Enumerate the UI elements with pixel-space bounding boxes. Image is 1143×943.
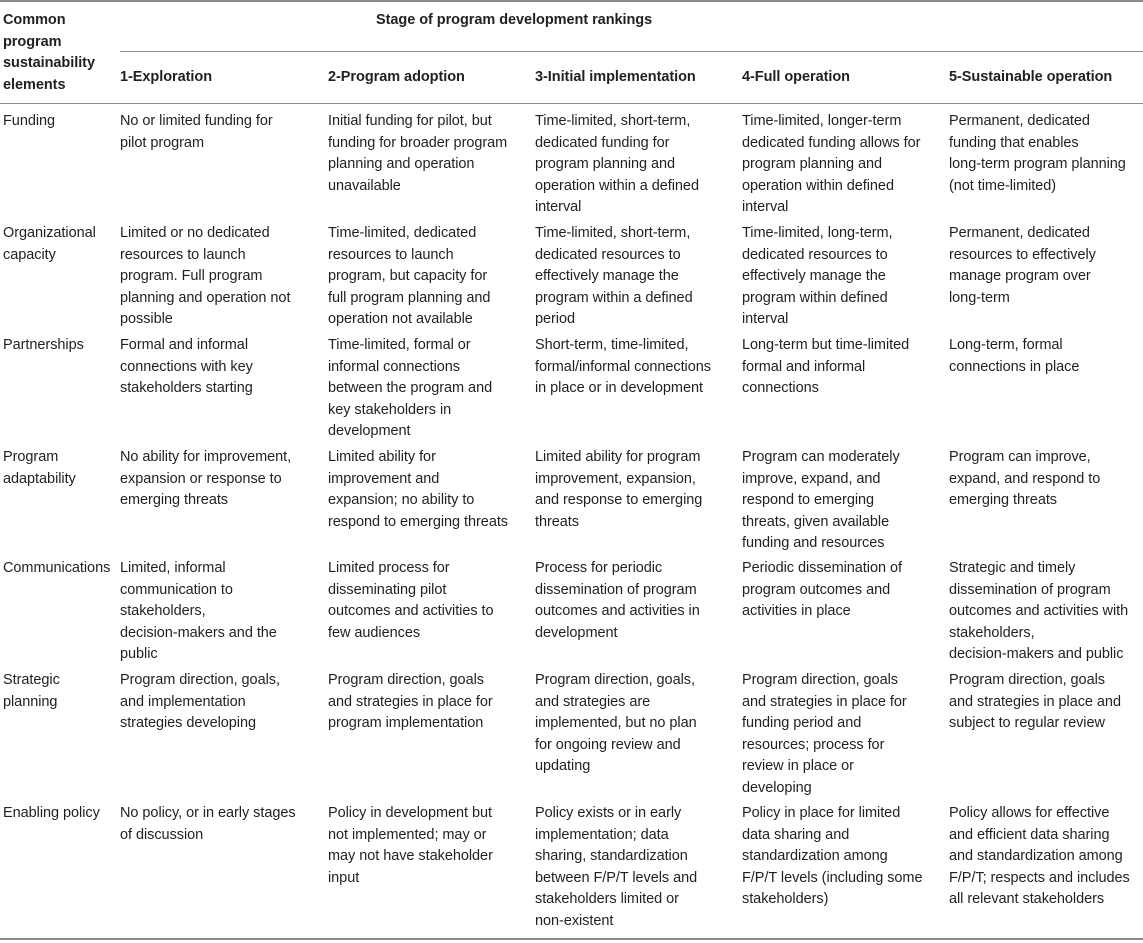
- row-element: Organizational capacity: [3, 225, 96, 263]
- table-cell: Program direction, goals, and implementation strategies developing: [120, 672, 280, 731]
- table-cell: Program direction, goals and strategies in place for funding period and resources; process for review in place or developing: [742, 672, 907, 796]
- table-cell: Limited, informal communication to stakeholders, decision-makers and the public: [120, 560, 277, 662]
- stage-heading: Stage of program development rankings: [376, 12, 653, 28]
- top-rule: [0, 0, 1143, 2]
- table-cell: Program can improve, expand, and respond to emerging threats: [949, 449, 1101, 508]
- stage-header-3: 3-Initial implementation: [535, 69, 696, 85]
- table-cell: No ability for improvement, expansion or response to emerging threats: [120, 449, 292, 508]
- table-cell: Program direction, goals and strategies in place for program implementation: [328, 672, 493, 731]
- table-cell: Time-limited, long-term, dedicated resources to effectively manage the program within defined interval: [742, 225, 893, 327]
- table-cell: Time-limited, short-term, dedicated resources to effectively manage the program within a defined period: [535, 225, 693, 327]
- stage-header-1: 1-Exploration: [120, 69, 213, 85]
- table-cell: Long-term but time-limited formal and informal connections: [742, 337, 910, 396]
- bottom-rule: [0, 938, 1143, 940]
- table-cell: Policy allows for effective and efficient data sharing and standardization among F/P/T; respects and includes all relevant stakeholders: [949, 805, 1130, 907]
- table-cell: Limited ability for improvement and expansion; no ability to respond to emerging threats: [328, 449, 509, 530]
- table-cell: Limited process for disseminating pilot outcomes and activities to few audiences: [328, 560, 494, 641]
- table-cell: Permanent, dedicated funding that enables long-term program planning (not time-limited): [949, 113, 1126, 194]
- row-element: Partnerships: [3, 337, 84, 353]
- table-cell: Program direction, goals, and strategies are implemented, but no plan for ongoing review and updating: [535, 672, 697, 774]
- table-cell: Periodic dissemination of program outcomes and activities in place: [742, 560, 902, 619]
- table-cell: Permanent, dedicated resources to effectively manage program over long-term: [949, 225, 1096, 306]
- table-cell: Time-limited, longer-term dedicated funding allows for program planning and operation within defined interval: [742, 113, 921, 215]
- table-cell: Policy exists or in early implementation; data sharing, standardization between F/P/T levels and stakeholders limited or non-existent: [535, 805, 698, 929]
- stage-header-2: 2-Program adoption: [328, 69, 465, 85]
- table-cell: Time-limited, formal or informal connections between the program and key stakeholders in development: [328, 337, 493, 439]
- elements-heading: Common program sustainability elements: [3, 12, 95, 93]
- table-cell: Time-limited, short-term, dedicated funding for program planning and operation within a defined interval: [535, 113, 699, 215]
- table-cell: Short-term, time-limited, formal/informal connections in place or in development: [535, 337, 711, 396]
- table-cell: Long-term, formal connections in place: [949, 337, 1080, 375]
- stage-header-rule: [120, 51, 1143, 52]
- row-element: Program adaptability: [3, 449, 76, 487]
- stage-header-4: 4-Full operation: [742, 69, 850, 85]
- table-cell: No policy, or in early stages of discussion: [120, 805, 296, 843]
- table-cell: Limited ability for program improvement, expansion, and response to emerging threats: [535, 449, 703, 530]
- table-cell: Policy in development but not implemented; may or may not have stakeholder input: [328, 805, 493, 886]
- header-bottom-rule: [0, 103, 1143, 104]
- table-cell: No or limited funding for pilot program: [120, 113, 273, 151]
- row-element: Enabling policy: [3, 805, 100, 821]
- stage-header-5: 5-Sustainable operation: [949, 69, 1113, 85]
- table-cell: Formal and informal connections with key stakeholders starting: [120, 337, 253, 396]
- table-cell: Program can moderately improve, expand, and respond to emerging threats, given available funding and resources: [742, 449, 900, 551]
- table-cell: Initial funding for pilot, but funding for broader program planning and operation unavailable: [328, 113, 508, 194]
- table-cell: Strategic and timely dissemination of program outcomes and activities with stakeholders, decision-makers and public: [949, 560, 1129, 662]
- table-cell: Process for periodic dissemination of program outcomes and activities in development: [535, 560, 700, 641]
- row-element: Strategic planning: [3, 672, 60, 710]
- table-cell: Limited or no dedicated resources to launch program. Full program planning and operation not possible: [120, 225, 291, 327]
- table-cell: Policy in place for limited data sharing and standardization among F/P/T levels (including some stakeholders): [742, 805, 923, 907]
- table-cell: Time-limited, dedicated resources to launch program, but capacity for full program planning and operation not available: [328, 225, 491, 327]
- row-element: Funding: [3, 113, 56, 129]
- row-element: Communications: [3, 560, 111, 576]
- table-cell: Program direction, goals and strategies in place and subject to regular review: [949, 672, 1121, 731]
